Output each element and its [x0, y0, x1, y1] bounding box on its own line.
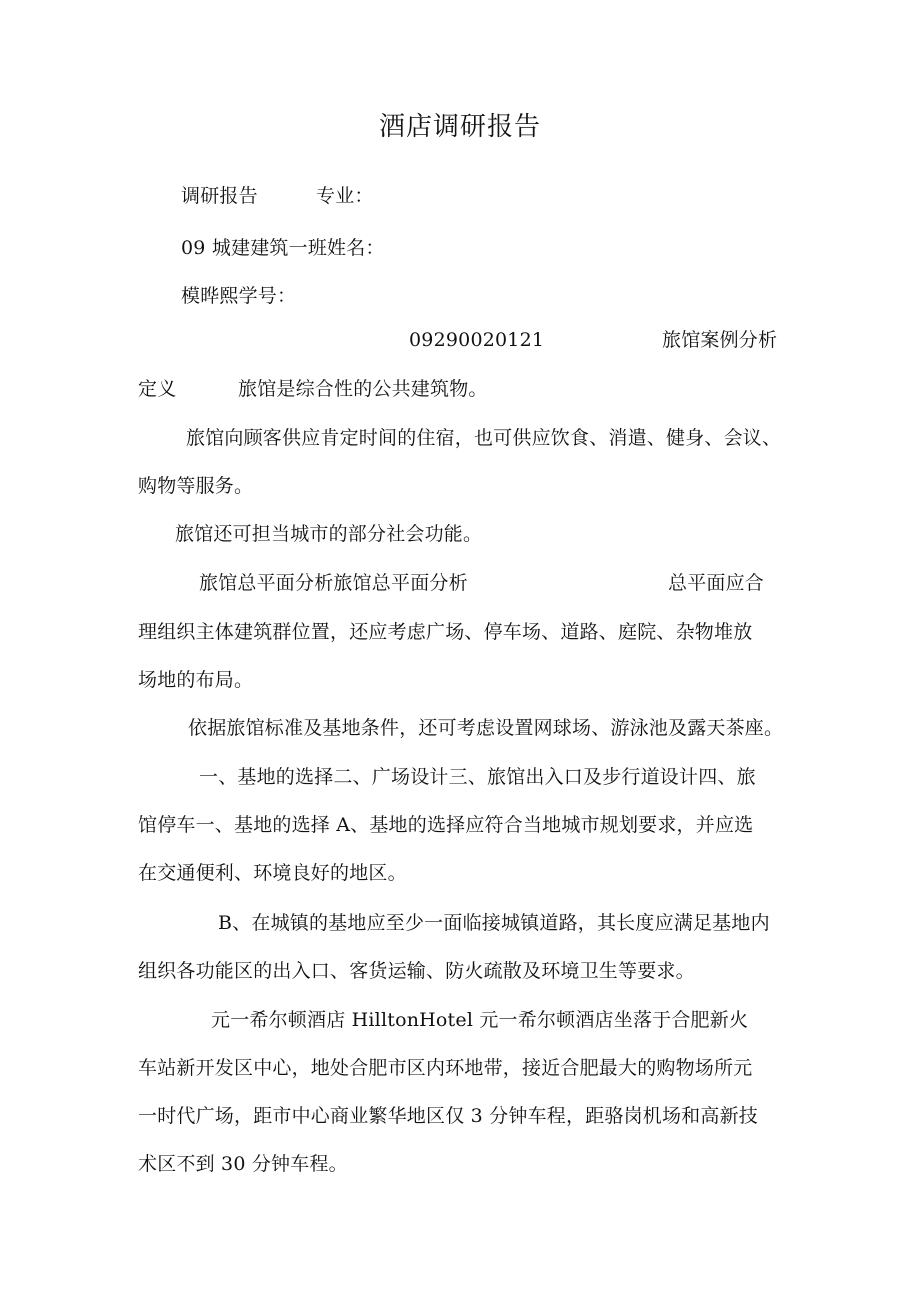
survey-report-label: 调研报告	[181, 185, 258, 207]
site-plan-heading: 旅馆总平面分析旅馆总平面分析	[199, 572, 468, 594]
paragraph-line: 理组织主体建筑群位置，还应考虑广场、停车场、道路、庭院、杂物堆放	[138, 621, 753, 643]
paragraph-line: 车站新开发区中心，地处合肥市区内环地带，接近合肥最大的购物场所元	[138, 1057, 753, 1079]
paragraph-line: 总平面应合	[668, 572, 765, 594]
paragraph-line: 依据旅馆标准及基地条件，还可考虑设置网球场、游泳池及露天茶座。	[188, 717, 784, 739]
paragraph-line: 一、基地的选择二、广场设计三、旅馆出入口及步行道设计四、旅	[199, 766, 756, 788]
document-title: 酒店调研报告	[378, 112, 541, 142]
paragraph-line: 旅馆向顾客供应肯定时间的住宿，也可供应饮食、消遣、健身、会议、	[186, 427, 782, 449]
paragraph-line: 在交通便利、环境良好的地区。	[138, 862, 407, 884]
paragraph-line: 旅馆还可担当城市的部分社会功能。	[175, 523, 483, 545]
paragraph-line: 馆停车一、基地的选择 A、基地的选择应符合当地城市规划要求，并应选	[138, 814, 754, 836]
class-name-line: 09 城建建筑一班姓名：	[181, 237, 385, 259]
paragraph-line: 购物等服务。	[138, 475, 254, 497]
major-label: 专业：	[316, 185, 374, 207]
case-analysis-heading: 旅馆案例分析	[662, 329, 778, 351]
paragraph-line: 组织各功能区的出入口、客货运输、防火疏散及环境卫生等要求。	[138, 960, 695, 982]
definition-text: 旅馆是综合性的公共建筑物。	[238, 378, 488, 400]
paragraph-line: 元一希尔顿酒店 HilltonHotel 元一希尔顿酒店坐落于合肥新火	[211, 1009, 749, 1031]
paragraph-line: B、在城镇的基地应至少一面临接城镇道路，其长度应满足基地内	[218, 912, 770, 934]
paragraph-line: 一时代广场，距市中心商业繁华地区仅 3 分钟车程，距骆岗机场和高新技	[138, 1105, 758, 1127]
paragraph-line: 术区不到 30 分钟车程。	[138, 1153, 348, 1175]
paragraph-line: 场地的布局。	[138, 669, 254, 691]
definition-label: 定义	[138, 378, 177, 400]
student-id-value: 09290020121	[409, 329, 545, 351]
student-id-label: 模晔熙学号：	[181, 285, 297, 307]
